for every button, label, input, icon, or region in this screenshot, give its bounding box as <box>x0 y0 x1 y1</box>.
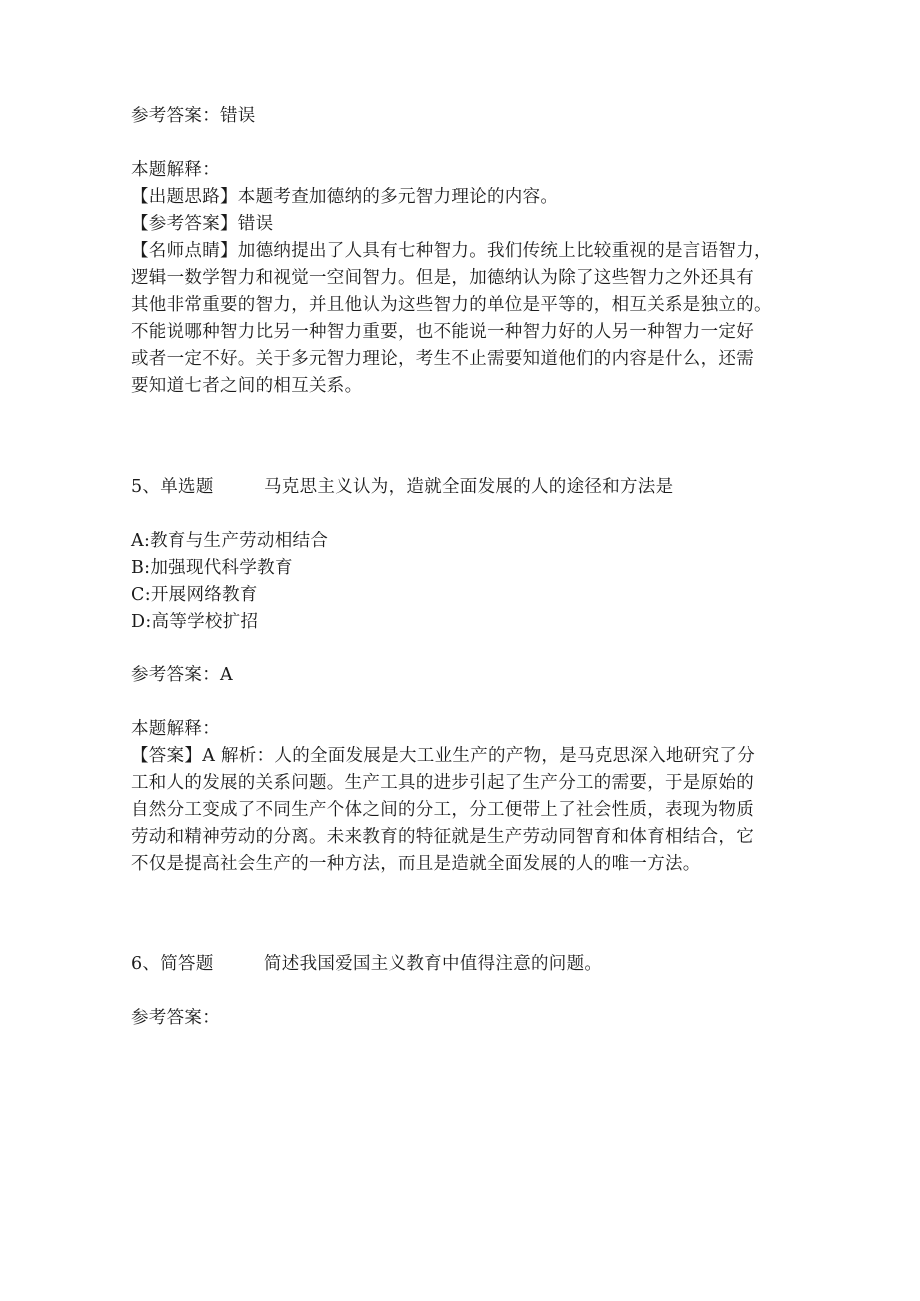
q6-reference-answer: 参考答案： <box>131 1008 220 1028</box>
q5-explanation-line: 不仅是提高社会生产的一种方法，而且是造就全面发展的人的唯一方法。 <box>131 854 701 874</box>
q4-explanation-line: 要知道七者之间的相互关系。 <box>131 376 363 396</box>
q4-explanation-line: 或者一定不好。关于多元智力理论，考生不止需要知道他们的内容是什么，还需 <box>131 349 754 369</box>
q4-explanation-line: 不能说哪种智力比另一种智力重要，也不能说一种智力好的人另一种智力一定好 <box>131 322 754 342</box>
q6-question-row <box>131 951 602 978</box>
q5-reference-answer: 参考答案：A <box>131 665 233 685</box>
q5-explanation-label: 本题解释： <box>131 719 220 739</box>
q4-explanation-label: 本题解释： <box>131 160 220 180</box>
q4-explanation-line: 【名师点睛】加德纳提出了人具有七种智力。我们传统上比较重视的是言语智力， <box>131 241 772 261</box>
q5-question-row <box>131 474 673 501</box>
q5-question-text: 马克思主义认为，造就全面发展的人的途径和方法是 <box>264 477 674 497</box>
q5-explanation-line: 【答案】A 解析：人的全面发展是大工业生产的产物，是马克思深入地研究了分 <box>131 746 755 766</box>
q5-explanation-line: 自然分工变成了不同生产个体之间的分工，分工便带上了社会性质，表现为物质 <box>131 800 754 820</box>
q5-option-c: C:开展网络教育 <box>131 585 258 605</box>
q5-number-type: 5、单选题 <box>131 477 214 497</box>
q4-explanation-line: 【出题思路】本题考查加德纳的多元智力理论的内容。 <box>131 187 559 207</box>
q4-explanation-line: 其他非常重要的智力，并且他认为这些智力的单位是平等的，相互关系是独立的。 <box>131 295 772 315</box>
q5-option-b: B:加强现代科学教育 <box>131 558 293 578</box>
q4-reference-answer: 参考答案：错误 <box>131 106 256 126</box>
q5-explanation-line: 劳动和精神劳动的分离。未来教育的特征就是生产劳动同智育和体育相结合，它 <box>131 827 754 847</box>
q6-number-type: 6、简答题 <box>131 954 214 974</box>
q5-explanation-line: 工和人的发展的关系问题。生产工具的进步引起了生产分工的需要，于是原始的 <box>131 773 754 793</box>
q6-question-text: 简述我国爱国主义教育中值得注意的问题。 <box>264 954 603 974</box>
q4-explanation-line: 逻辑一数学智力和视觉一空间智力。但是，加德纳认为除了这些智力之外还具有 <box>131 268 754 288</box>
q5-option-d: D:高等学校扩招 <box>131 612 259 632</box>
q4-explanation-line: 【参考答案】错误 <box>131 214 274 234</box>
q5-option-a: A:教育与生产劳动相结合 <box>131 531 329 551</box>
